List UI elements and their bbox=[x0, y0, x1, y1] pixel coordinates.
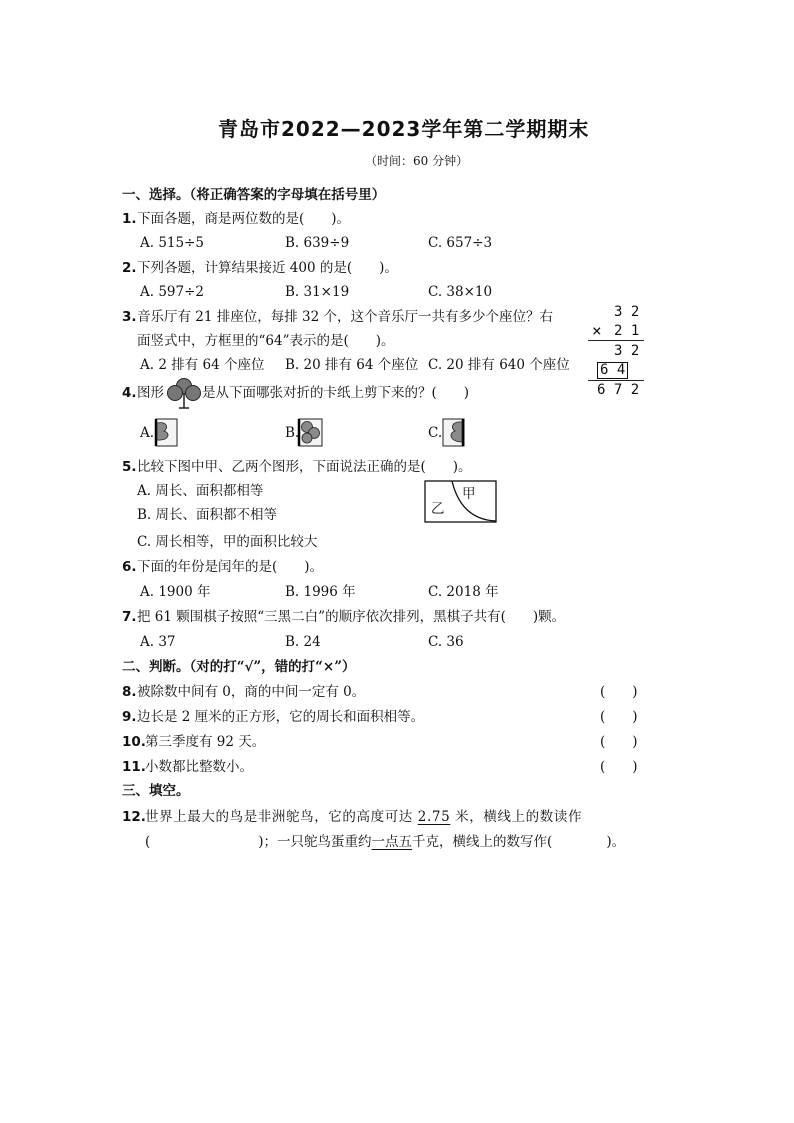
folded-card-c-icon bbox=[442, 418, 466, 448]
q12-line1-part2: 米，横线上的数读作 bbox=[450, 809, 583, 825]
q7-option-b: B. 24 bbox=[285, 634, 321, 650]
q8-text: 被除数中间有 0，商的中间一定有 0。 bbox=[137, 684, 366, 700]
page-title: 青岛市2022—2023学年第二学期期末 bbox=[218, 117, 590, 141]
q10-answer-paren: ( ) bbox=[600, 734, 638, 750]
q1-option-c: C. 657÷3 bbox=[428, 235, 493, 251]
section-fill-heading: 三、填空。 bbox=[122, 783, 190, 799]
q12-underlined-words: 一点五 bbox=[371, 834, 413, 850]
time-limit: （时间：60 分钟） bbox=[365, 154, 469, 168]
q7-option-a: A. 37 bbox=[140, 634, 176, 650]
q1-option-b: B. 639÷9 bbox=[285, 235, 350, 251]
q10-text: 第三季度有 92 天。 bbox=[145, 734, 266, 750]
q12-line1-part1: 世界上最大的鸟是非洲鸵鸟，它的高度可达 bbox=[145, 809, 418, 825]
q7-option-c: C. 36 bbox=[428, 634, 464, 650]
q12-line2 bbox=[145, 833, 625, 851]
q9-number: 9. bbox=[122, 709, 137, 725]
q8-number: 8. bbox=[122, 684, 137, 700]
q4-text-before: 图形 bbox=[137, 385, 164, 401]
q3-option-b: B. 20 排有 64 个座位 bbox=[285, 357, 419, 373]
vertical-partial-1: 3 2 bbox=[614, 343, 640, 359]
q1-option-a: A. 515÷5 bbox=[140, 235, 204, 251]
vertical-row-multiplier: 2 1 bbox=[614, 323, 640, 339]
shape-label-jia: 甲 bbox=[462, 486, 476, 502]
q12-line1 bbox=[145, 808, 582, 826]
q12-line2-part1: ( )；一只鸵鸟蛋重约 bbox=[145, 834, 372, 850]
q2-option-a: A. 597÷2 bbox=[140, 284, 204, 300]
q7-number: 7. bbox=[122, 609, 137, 625]
q2-option-c: C. 38×10 bbox=[428, 284, 493, 300]
q9-answer-paren: ( ) bbox=[600, 709, 638, 725]
q11-number: 11. bbox=[122, 759, 146, 775]
q11-text: 小数都比整数小。 bbox=[145, 759, 253, 775]
q4-option-a: A. bbox=[140, 425, 155, 441]
vertical-result: 6 7 2 bbox=[597, 382, 640, 398]
times-sign: × bbox=[592, 321, 602, 340]
q1-number: 1. bbox=[122, 211, 137, 227]
vertical-row-multiplicand: 3 2 bbox=[614, 304, 640, 320]
folded-card-b-icon bbox=[298, 418, 324, 448]
q6-number: 6. bbox=[122, 559, 137, 575]
vertical-line-1 bbox=[588, 340, 644, 341]
q12-line2-part2: 千克，横线上的数写作( )。 bbox=[412, 834, 626, 850]
q3-line1: 音乐厅有 21 排座位，每排 32 个，这个音乐厅一共有多少个座位？右 bbox=[137, 309, 554, 325]
q4-number: 4. bbox=[122, 385, 137, 401]
q12-underlined-number: 2.75 bbox=[417, 809, 451, 825]
q4-option-b: B. bbox=[285, 425, 300, 441]
q12-number: 12. bbox=[122, 809, 146, 825]
q4-option-c: C. bbox=[428, 425, 443, 441]
q5-number: 5. bbox=[122, 459, 137, 475]
trefoil-shape-icon bbox=[166, 376, 202, 410]
q9-text: 边长是 2 厘米的正方形，它的周长和面积相等。 bbox=[137, 709, 425, 725]
q5-option-a: A. 周长、面积都相等 bbox=[137, 483, 264, 499]
q2-option-b: B. 31×19 bbox=[285, 284, 350, 300]
vertical-line-2 bbox=[588, 380, 644, 381]
q6-option-a: A. 1900 年 bbox=[140, 584, 211, 600]
q6-option-b: B. 1996 年 bbox=[285, 584, 356, 600]
q5-option-b: B. 周长、面积都不相等 bbox=[137, 507, 278, 523]
shape-label-yi: 乙 bbox=[431, 501, 445, 517]
q6-text: 下面的年份是闰年的是( )。 bbox=[137, 559, 324, 575]
q4-text-after: 是从下面哪张对折的卡纸上剪下来的？( ) bbox=[202, 385, 470, 401]
boxed-partial-product: 6 4 bbox=[597, 362, 628, 379]
section-choice-heading: 一、选择。（将正确答案的字母填在括号里） bbox=[122, 187, 386, 203]
q8-answer-paren: ( ) bbox=[600, 684, 638, 700]
q3-option-c: C. 20 排有 640 个座位 bbox=[428, 357, 570, 373]
q11-answer-paren: ( ) bbox=[600, 759, 638, 775]
folded-card-a-icon bbox=[155, 418, 179, 448]
q5-text: 比较下图中甲、乙两个图形，下面说法正确的是( )。 bbox=[137, 459, 472, 475]
q7-text: 把 61 颗围棋子按照“三黑二白”的顺序依次排列，黑棋子共有( )颗。 bbox=[137, 609, 566, 625]
q3-line2: 面竖式中，方框里的“64”表示的是( )。 bbox=[137, 333, 395, 349]
q3-option-a: A. 2 排有 64 个座位 bbox=[140, 357, 265, 373]
q3-number: 3. bbox=[122, 309, 137, 325]
section-judge-heading: 二、判断。（对的打“√”，错的打“×”） bbox=[122, 659, 356, 675]
q1-text: 下面各题，商是两位数的是( )。 bbox=[137, 211, 351, 227]
q5-option-c: C. 周长相等，甲的面积比较大 bbox=[137, 534, 318, 550]
q6-option-c: C. 2018 年 bbox=[428, 584, 499, 600]
q10-number: 10. bbox=[122, 734, 146, 750]
q2-number: 2. bbox=[122, 260, 137, 276]
q2-text: 下列各题，计算结果接近 400 的是( )。 bbox=[137, 260, 398, 276]
